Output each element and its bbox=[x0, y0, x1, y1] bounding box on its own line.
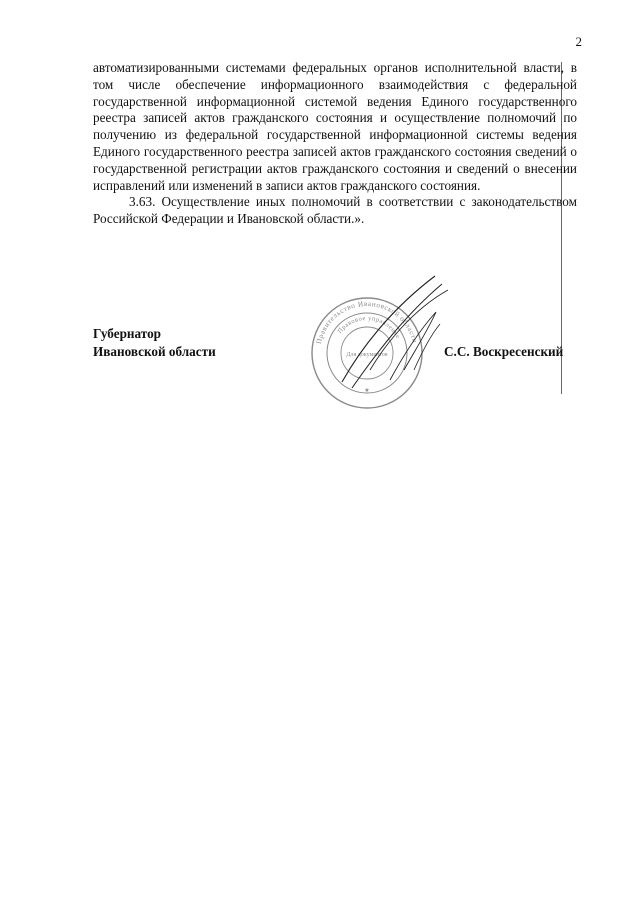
signatory-title bbox=[93, 325, 216, 361]
seal-outer-text: Правительство Ивановской области bbox=[314, 299, 419, 345]
page-number: 2 bbox=[575, 34, 582, 49]
seal-star-icon: ★ bbox=[364, 387, 370, 394]
signatory-title-line-1: Губернатор bbox=[93, 326, 161, 341]
seal-inner-text: Правовое управление bbox=[336, 314, 402, 340]
handwritten-signature bbox=[330, 270, 460, 390]
paragraph-clause-3-63: 3.63. Осуществление иных полномочий в соответствии с законодательством Российской Федерации и Ивановской области.». bbox=[93, 194, 577, 227]
signatory-name: С.С. Воскресенский bbox=[444, 344, 564, 359]
document-body bbox=[93, 60, 577, 228]
signatory-title-line-2: Ивановской области bbox=[93, 344, 216, 359]
seal-center-text: Для документов bbox=[346, 352, 388, 358]
paragraph-continuation: автоматизированными системами федеральных органов исполнительной власти, в том числе обеспечение информационного взаимодействия с федеральной государственной информационной системой ведения Единого государственного реестра записей актов гражданского состояния и осуществление полномочий по получению из федеральной государственной информационной системы ведения Единого государственного реестра записей актов гражданского состояния сведений о государственной регистрации актов гражданского состояния и сведений о внесении исправлений или изменений в записи актов гражданского состояния. bbox=[93, 60, 577, 193]
